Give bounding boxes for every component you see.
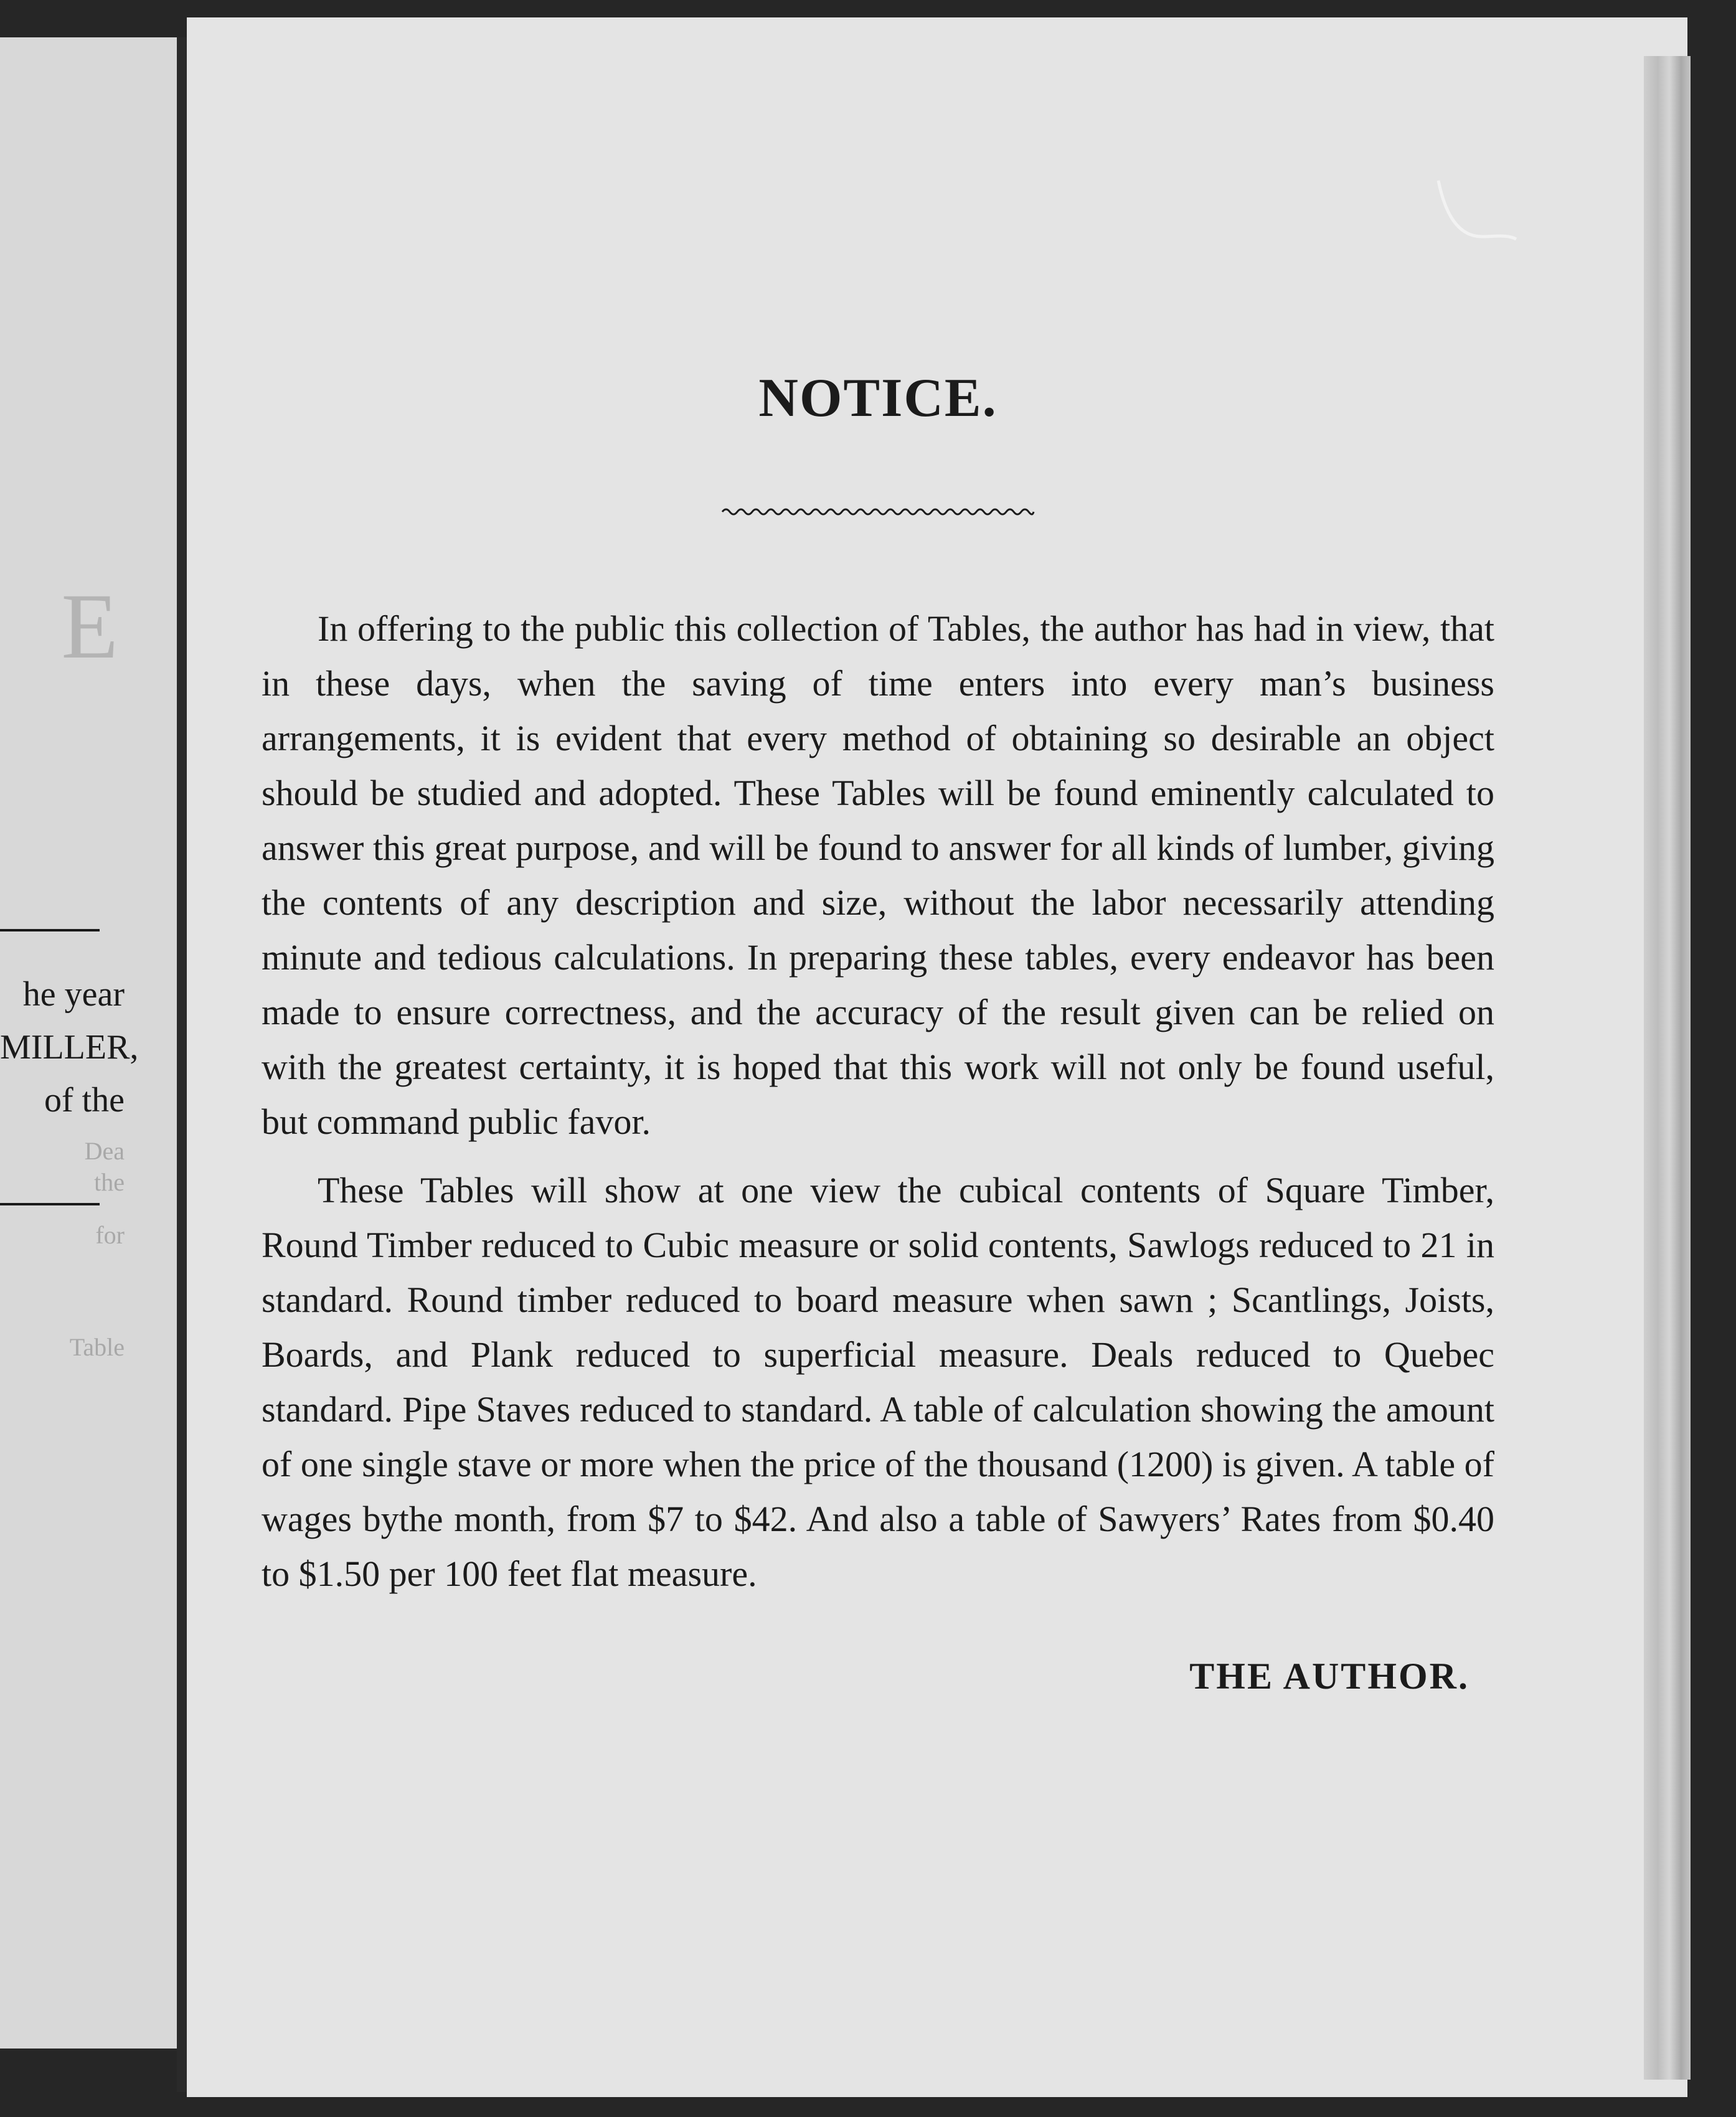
notice-paragraph-2: These Tables will show at one view the cubical contents of Square Timber, Round Timber reduced to Cubic measure or solid contents, Sawlogs reduced to 21 in standard. Round timber reduced to board measure when sawn ; Scantlings, Joists, Boards, and Plank reduced to superficial measure. Deals reduced to Quebec standard. Pipe Staves reduced to standard. A table of calculation showing the amount of one single stave or more when the price of the thousand (1200) is given. A table of wages bythe month, from $7 to $42. And also a table of Sawyers’ Rates from $0.40 to $1.50 per 100 feet flat measure. [262, 1170, 1494, 1594]
left-line-2: MILLER, [0, 1028, 139, 1067]
ghost-letter: E [61, 575, 118, 678]
page-title: NOTICE. [758, 368, 998, 428]
left-line-7: Table [69, 1333, 125, 1361]
notice-paragraph-1: In offering to the public this collection of Tables, the author has had in view, that in these days, when the saving of time enters into every man’s business arrangements, it is evident that every method of obtaining so desirable an object should be studied and adopted. These Tables will be found eminently calculated to answer this great purpose, and will be found to answer for all kinds of lumber, giving the contents of any description and size, without the labor necessarily attending minute and tedious calculations. In preparing these tables, every endeavor has been made to ensure correctness, and the accuracy of the result given can be relied on with the greatest certainty, it is hoped that this work will not only be found useful, but command public favor. [262, 608, 1494, 1142]
author-signature: THE AUTHOR. [1189, 1656, 1469, 1697]
page-edge-stack [1644, 56, 1691, 2080]
left-line-4: Dea [84, 1137, 125, 1165]
left-rule-bottom [0, 1203, 100, 1205]
stray-mark [1432, 174, 1519, 249]
left-line-1: he year [22, 975, 125, 1014]
left-line-3: of the [44, 1081, 125, 1120]
decorative-wave-rule [722, 504, 1034, 519]
left-line-5: the [94, 1168, 125, 1196]
left-line-6: for [95, 1221, 125, 1249]
previous-page-fragment [0, 37, 179, 2049]
notice-content [262, 361, 1494, 1698]
left-rule-top [0, 929, 100, 931]
